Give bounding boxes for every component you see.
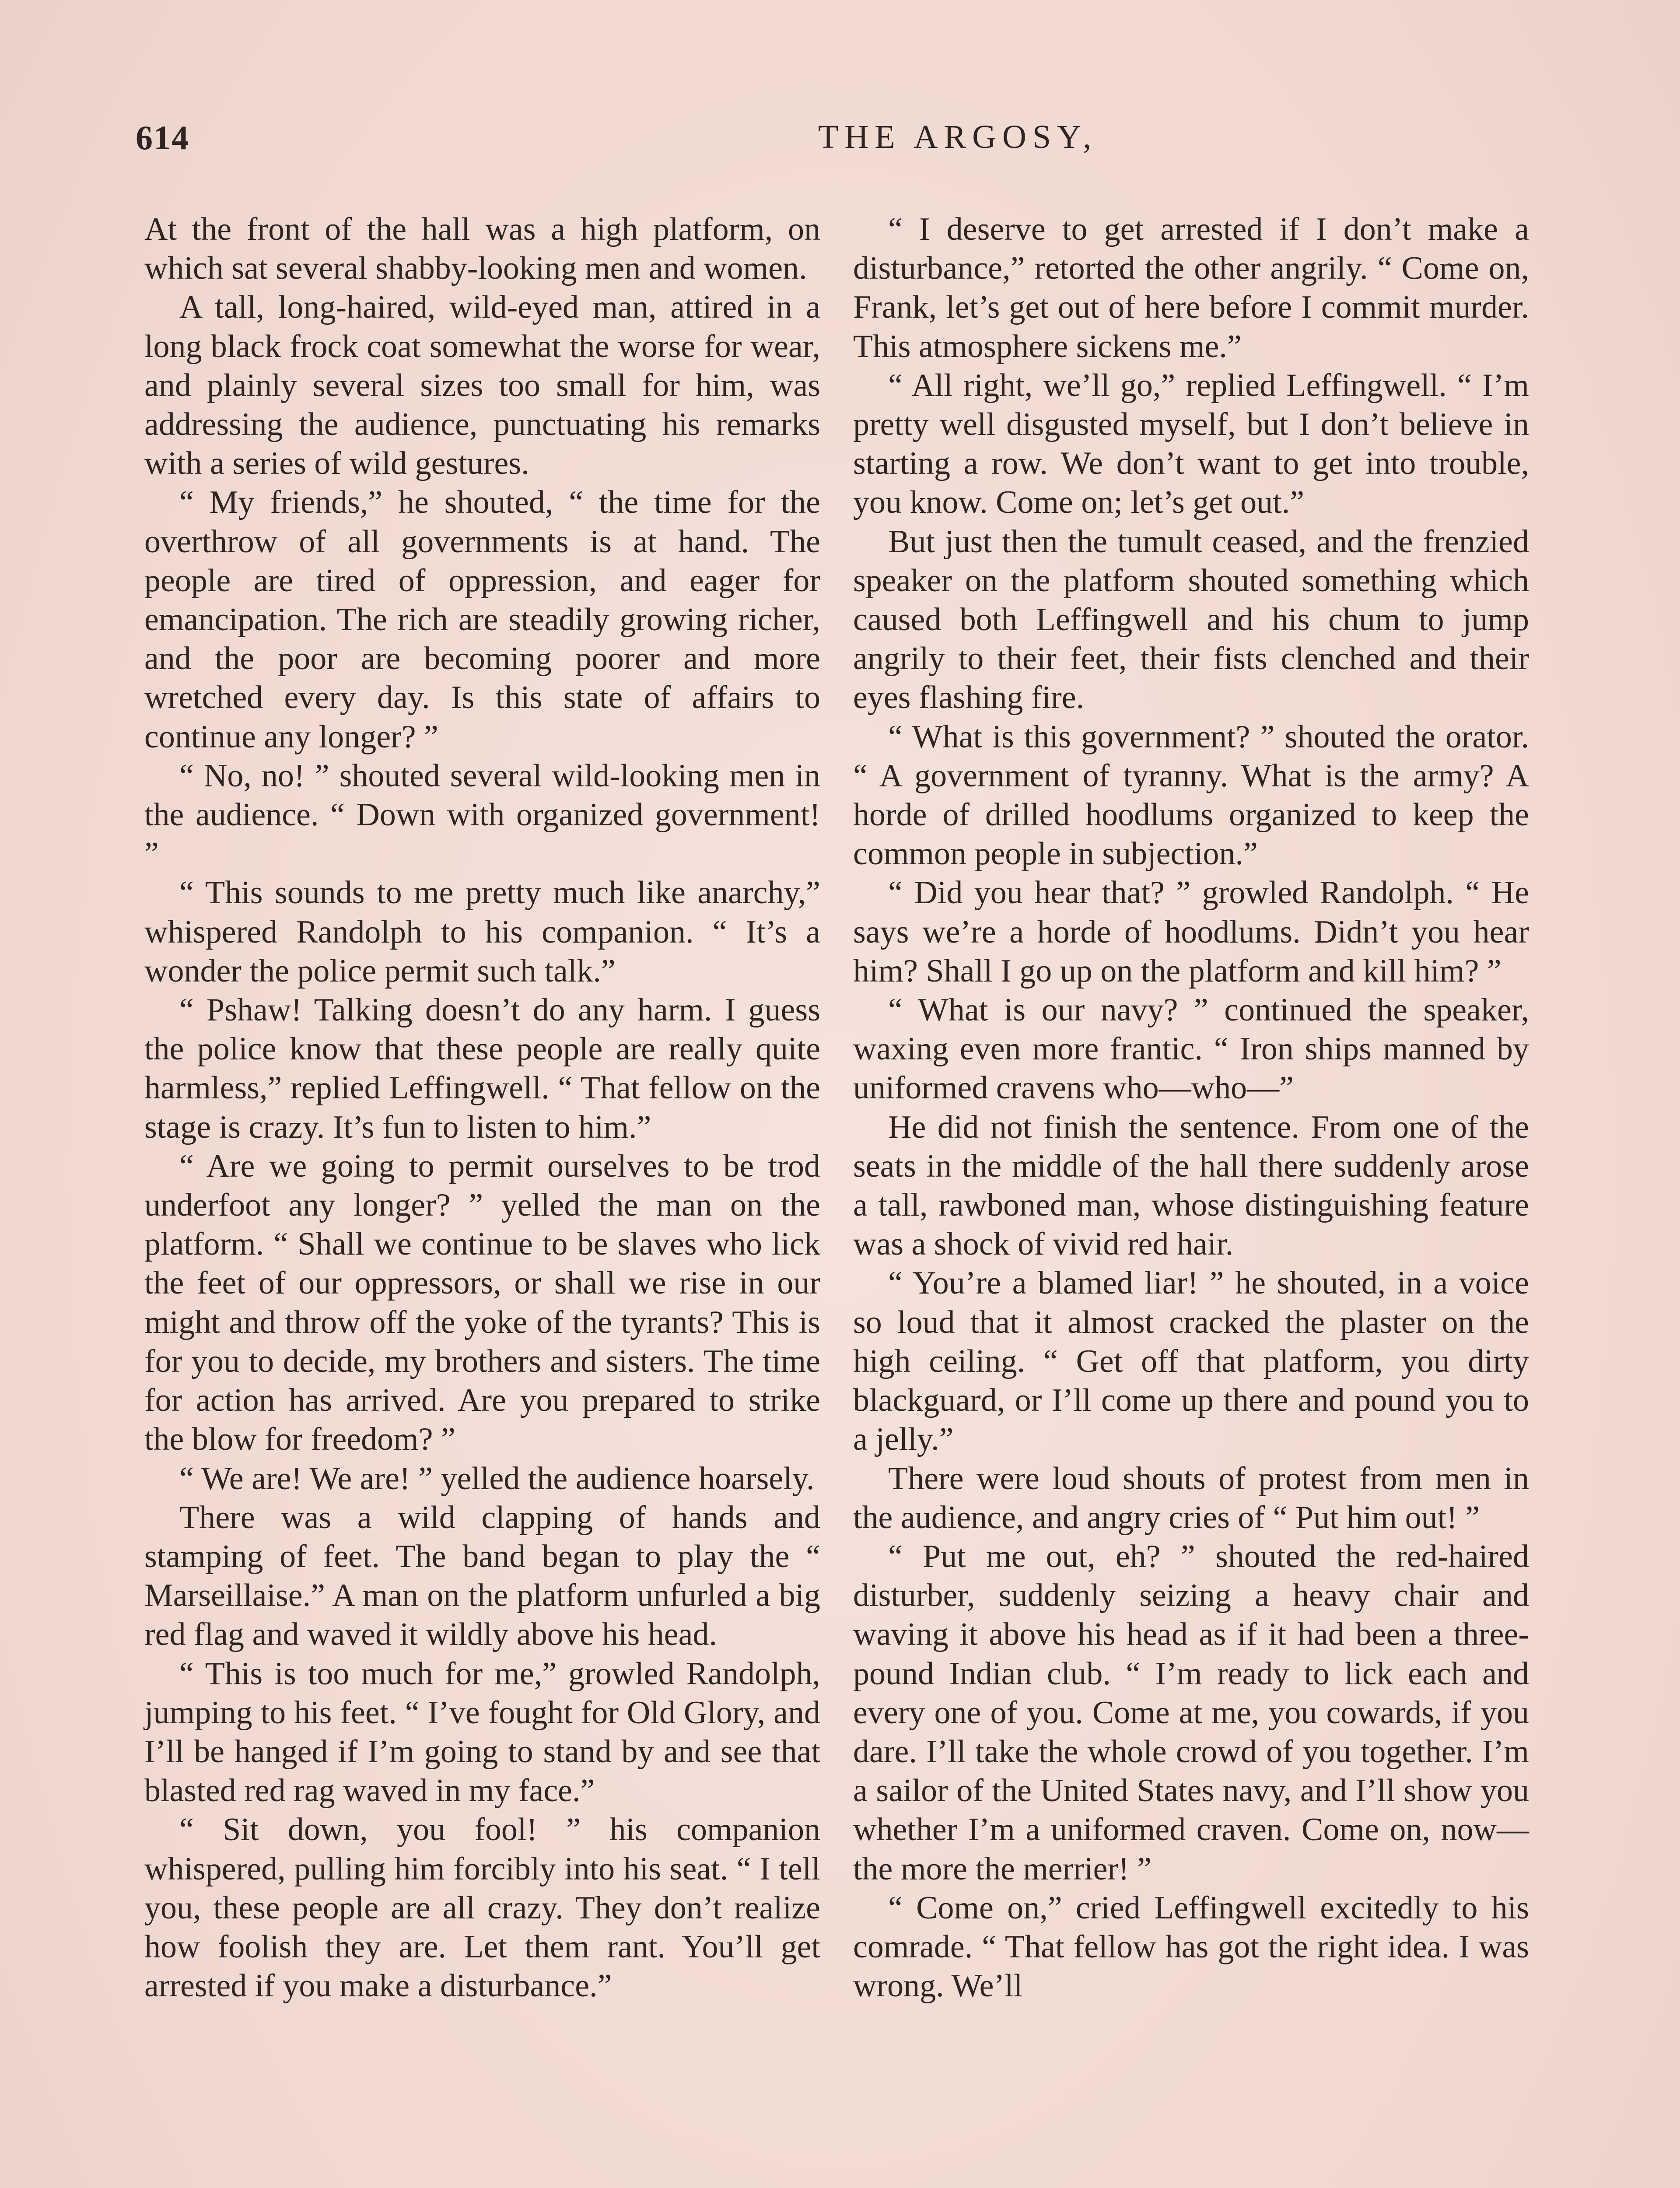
paragraph: “ Are we going to permit ourselves to be trod underfoot any longer? ” yelled the man on the platform. “ Shall we continue to be slaves who lick the feet of our oppressors, or shall we rise in our might and throw off the yoke of the tyrants? This is for you to decide, my brothers and sisters. The time for action has arrived. Are you prepared to strike the blow for freedom? ” (144, 1148, 820, 1458)
paragraph: But just then the tumult ceased, and the frenzied speaker on the platform shouted something which caused both Leffingwell and his chum to jump angrily to their feet, their fists clenched and their eyes flashing fire. (853, 523, 1529, 716)
paragraph: “ I deserve to get arrested if I don’t make a disturbance,” retorted the other angrily. “ Come on, Frank, let’s get out of here before I commit murder. This atmosphere sickens me.” (853, 211, 1529, 365)
paragraph: “ We are! We are! ” yelled the audience hoarsely. (179, 1460, 815, 1497)
paragraph: “ Come on,” cried Leffingwell excitedly to his comrade. “ That fellow has got the right idea. I was wrong. We’ll (853, 1890, 1529, 2004)
paragraph: “ Put me out, eh? ” shouted the red-haired disturber, suddenly seizing a heavy chair and waving it above his head as if it had been a three-pound Indian club. “ I’m ready to lick each and every one of you. Come at me, you cowards, if you dare. I’ll take the whole crowd of you together. I’m a sailor of the United States navy, and I’ll show you whether I’m a uniformed craven. Come on, now—the more the merrier! ” (853, 1538, 1529, 1887)
paragraph: “ You’re a blamed liar! ” he shouted, in a voice so loud that it almost cracked the plaster on the high ceiling. “ Get off that platform, you dirty blackguard, or I’ll come up there and pound you to a jelly.” (853, 1265, 1529, 1458)
paragraph: “ Pshaw! Talking doesn’t do any harm. I guess the police know that these people are really quite harmless,” replied Leffingwell. “ That fellow on the stage is crazy. It’s fun to listen to him.” (144, 992, 820, 1145)
paragraph: “ Did you hear that? ” growled Randolph. “ He says we’re a horde of hoodlums. Didn’t you hear him? Shall I go up on the platform and kill him? ” (853, 875, 1529, 989)
right-column (853, 210, 1529, 2006)
paragraph: He did not finish the sentence. From one of the seats in the middle of the hall there suddenly arose a tall, rawboned man, whose distinguishing feature was a shock of vivid red hair. (853, 1109, 1529, 1262)
paragraph: There was a wild clapping of hands and stamping of feet. The band began to play the “ Marseillaise.” A man on the platform unfurled a big red flag and waved it wildly above his head. (144, 1499, 820, 1653)
paragraph: “ Sit down, you fool! ” his companion whispered, pulling him forcibly into his seat. “ I tell you, these people are all crazy. They don’t realize how foolish they are. Let them rant. You’ll get arrested if you make a disturbance.” (144, 1812, 820, 2004)
paragraph: “ This is too much for me,” growled Randolph, jumping to his feet. “ I’ve fought for Old Glory, and I’ll be hanged if I’m going to stand by and see that blasted red rag waved in my face.” (144, 1655, 820, 1809)
left-column (144, 210, 820, 2006)
paragraph: “ All right, we’ll go,” replied Leffingwell. “ I’m pretty well disgusted myself, but I don’t believe in starting a row. We don’t want to get into trouble, you know. Come on; let’s get out.” (853, 367, 1529, 521)
paragraph: “ No, no! ” shouted several wild-looking men in the audience. “ Down with organized government! ” (144, 757, 820, 872)
paragraph: At the front of the hall was a high platform, on which sat several shabby-looking men and women. (144, 211, 820, 287)
paragraph: “ What is this government? ” shouted the orator. “ A government of tyranny. What is the army? A horde of drilled hoodlums organized to keep the common people in subjection.” (853, 719, 1529, 872)
page-number: 614 (136, 119, 189, 157)
paragraph: “ What is our navy? ” continued the speaker, waxing even more frantic. “ Iron ships manned by uniformed cravens who—who—” (853, 992, 1529, 1106)
paragraph: “ My friends,” he shouted, “ the time for the overthrow of all governments is at hand. The people are tired of oppression, and eager for emancipation. The rich are steadily growing richer, and the poor are becoming poorer and more wretched every day. Is this state of affairs to continue any longer? ” (144, 484, 820, 755)
paragraph: “ This sounds to me pretty much like anarchy,” whispered Randolph to his companion. “ It’s a wonder the police permit such talk.” (144, 875, 820, 989)
page-header (136, 118, 1544, 171)
paragraph: There were loud shouts of protest from men in the audience, and angry cries of “ Put him out! ” (853, 1460, 1529, 1536)
running-title: THE ARGOSY, (818, 119, 1098, 155)
paragraph: A tall, long-haired, wild-eyed man, attired in a long black frock coat somewhat the worse for wear, and plainly several sizes too small for him, was addressing the audience, punctuating his remarks with a series of wild gestures. (144, 289, 820, 482)
